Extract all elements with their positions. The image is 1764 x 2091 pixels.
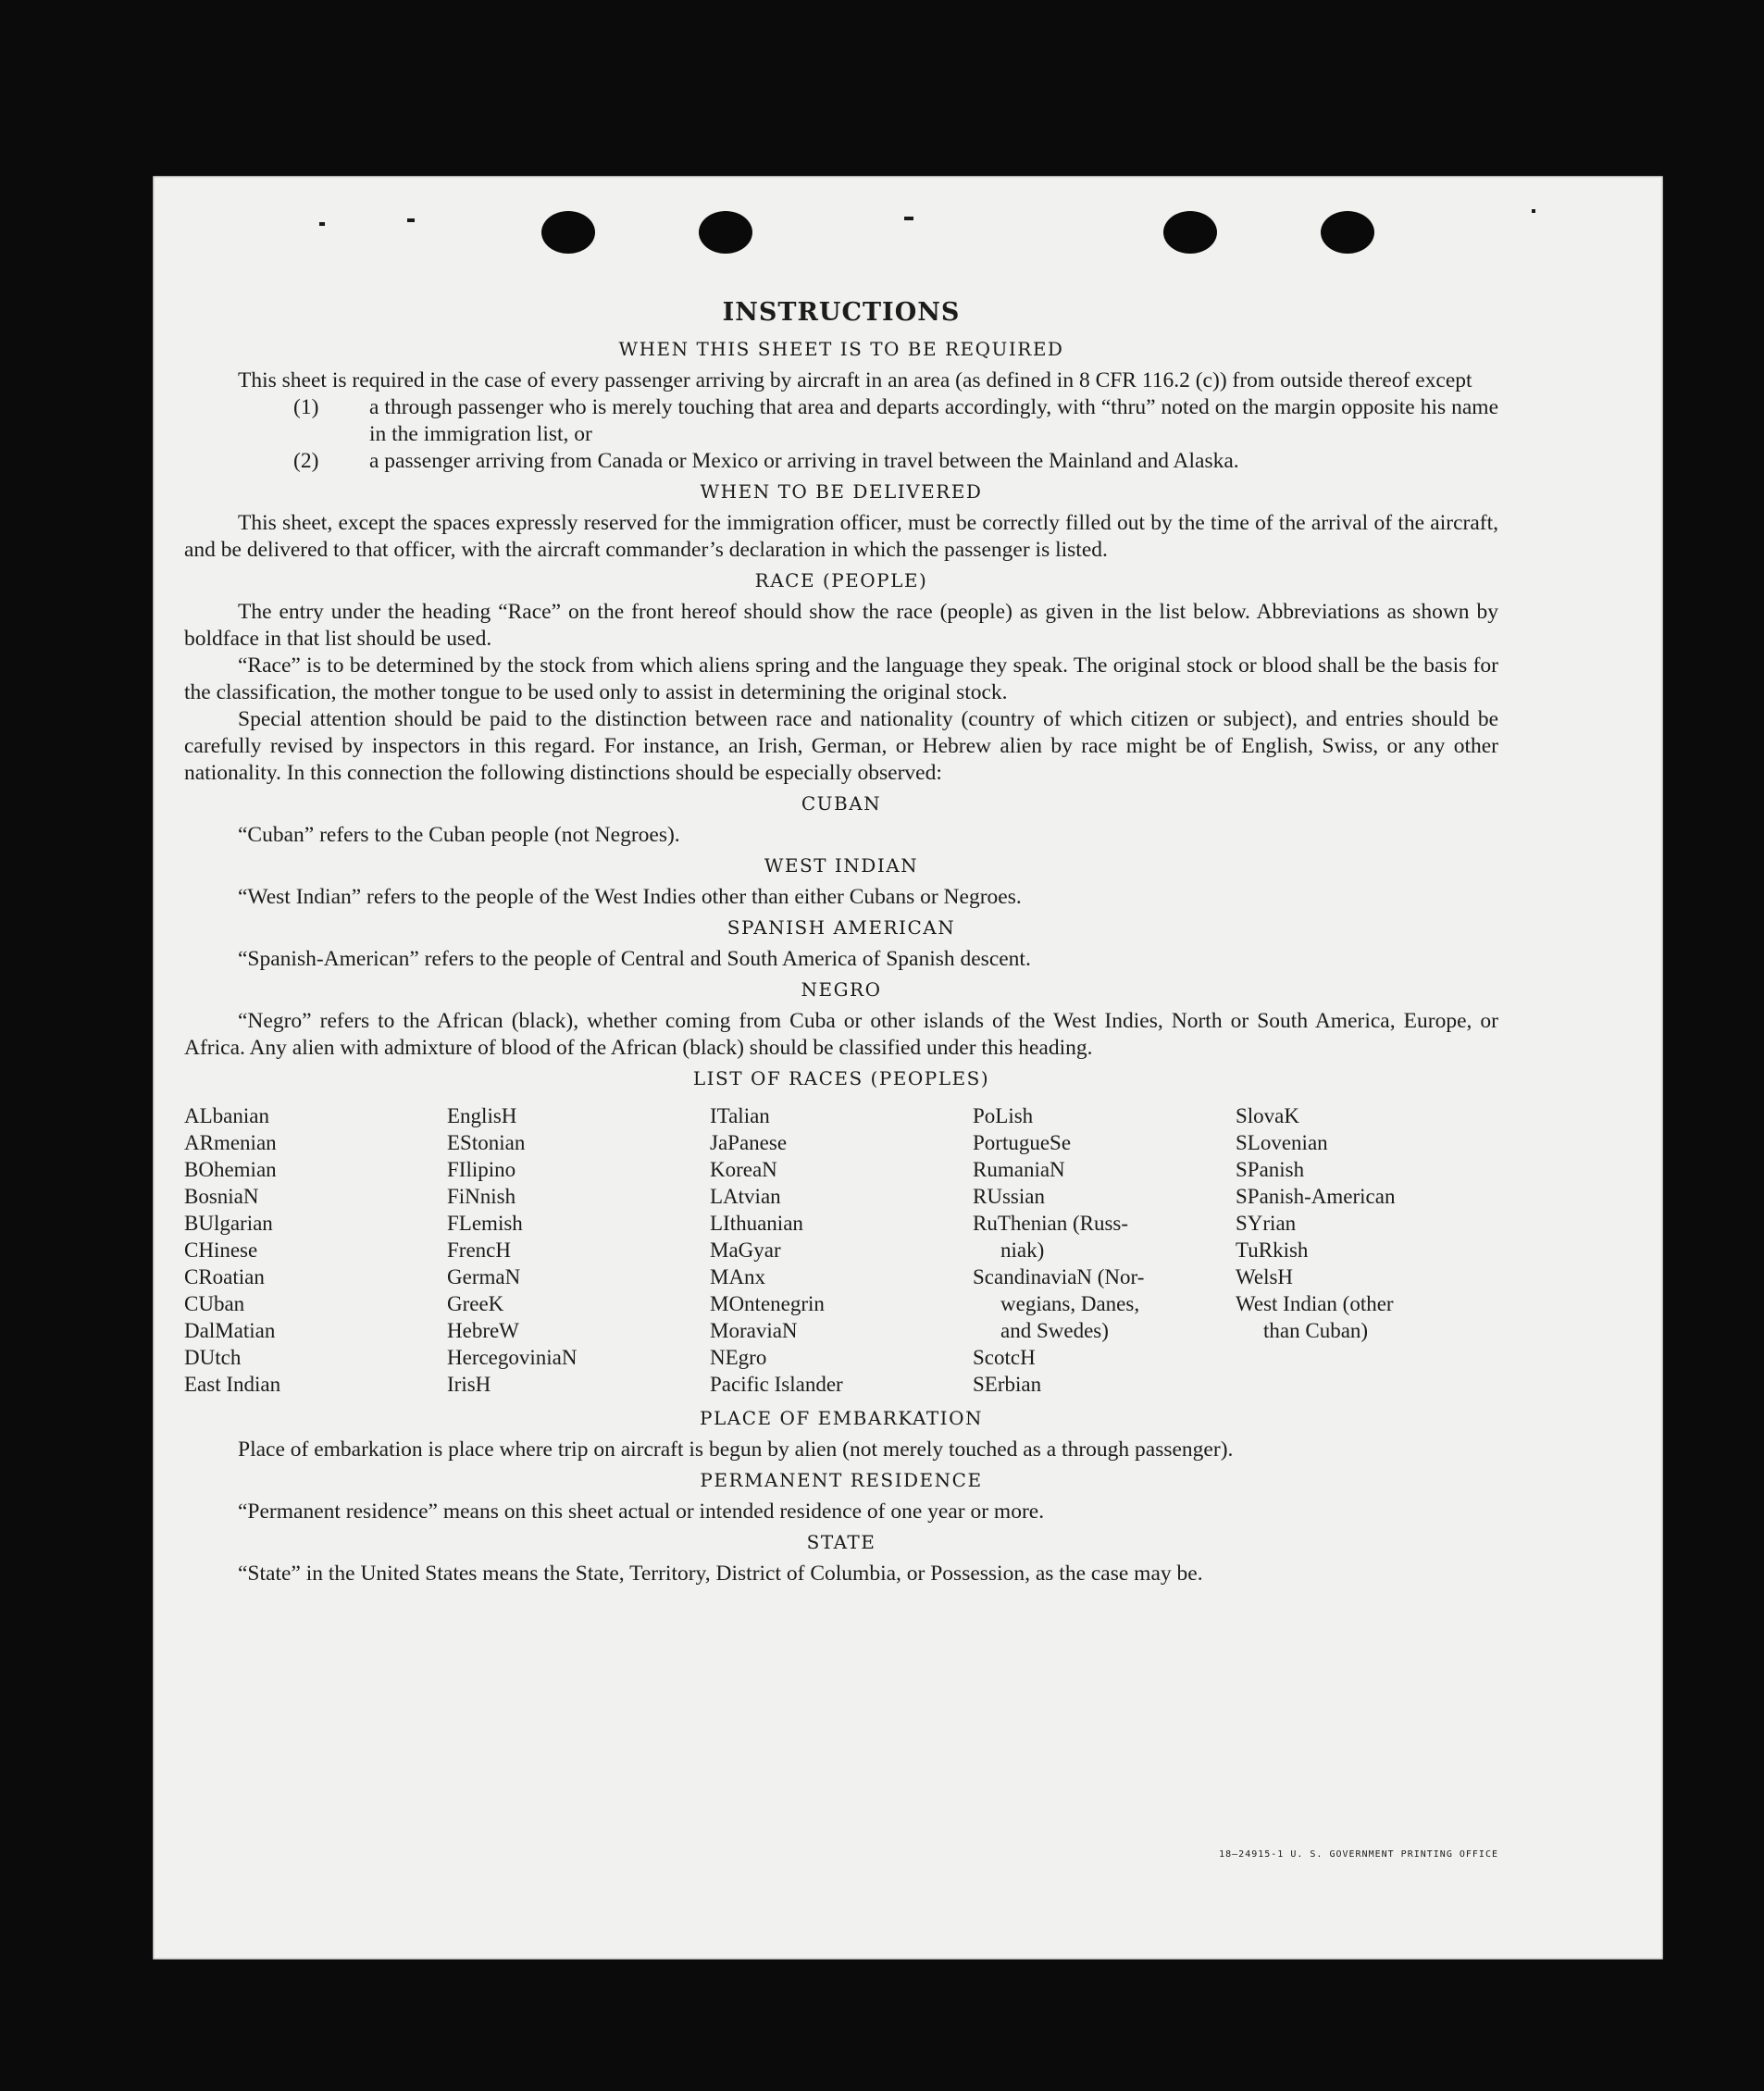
- race-item: SErbian: [973, 1373, 1042, 1396]
- race-item: SPanish-American: [1236, 1185, 1396, 1208]
- speck: [904, 217, 913, 220]
- race-item: ScotcH: [973, 1346, 1036, 1369]
- race-item: RumaniaN: [973, 1158, 1065, 1181]
- punch-hole: [699, 211, 752, 254]
- race-item: IrisH: [447, 1373, 491, 1396]
- heading-when-required: WHEN THIS SHEET IS TO BE REQUIRED: [618, 338, 1064, 360]
- race-item: RuThenian (Russ-: [973, 1212, 1129, 1235]
- race-item: FIlipino: [447, 1158, 516, 1181]
- race-item: WelsH: [1236, 1265, 1294, 1288]
- race-item: ARmenian: [184, 1131, 277, 1154]
- race-item: CHinese: [184, 1238, 258, 1262]
- spanish-american-text: “Spanish-American” refers to the people of Central and South America of Spanish descent.: [238, 947, 1031, 971]
- punch-hole: [1163, 211, 1217, 254]
- heading-negro: NEGRO: [801, 978, 882, 1001]
- race-item: SlovaK: [1236, 1104, 1299, 1127]
- speck: [319, 222, 325, 226]
- race-item: NEgro: [710, 1346, 767, 1369]
- race-item: PortugueSe: [973, 1131, 1072, 1154]
- race-item: PoLish: [973, 1104, 1034, 1127]
- race-item: RUssian: [973, 1185, 1045, 1208]
- race-item: BUlgarian: [184, 1212, 273, 1235]
- race-list: [184, 1102, 1498, 1398]
- race-column: [710, 1102, 973, 1398]
- punch-hole: [1321, 211, 1374, 254]
- race-item: MAnx: [710, 1265, 766, 1288]
- exception-list: [184, 394, 1498, 475]
- race-item: West Indian (other: [1236, 1292, 1394, 1315]
- race-item: MaGyar: [710, 1238, 781, 1262]
- race-item: FrencH: [447, 1238, 511, 1262]
- exception-item: (2) a passenger arriving from Canada or Mexico or arriving in travel between the Mainland and Alaska.: [293, 449, 1239, 473]
- race-item: SLovenian: [1236, 1131, 1328, 1154]
- when-delivered-text: This sheet, except the spaces expressly reserved for the immigration officer, must be correctly filled out by the time of the arrival of the aircraft, and be delivered to that officer, with the aircraft commander’s declaration in which the passenger is listed.: [184, 511, 1498, 562]
- race-paragraph: “Race” is to be determined by the stock from which aliens spring and the language they speak. The original stock or blood shall be the basis for the classification, the mother tongue to be used only to assist in determining the original stock.: [184, 653, 1498, 704]
- race-item: CUban: [184, 1292, 245, 1315]
- race-item: DalMatian: [184, 1319, 276, 1342]
- heading-west-indian: WEST INDIAN: [764, 854, 919, 877]
- speck: [1532, 209, 1535, 213]
- race-item: FLemish: [447, 1212, 523, 1235]
- race-item: Pacific Islander: [710, 1373, 843, 1396]
- race-item: SPanish: [1236, 1158, 1305, 1181]
- heading-cuban: CUBAN: [801, 792, 882, 815]
- negro-text: “Negro” refers to the African (black), whether coming from Cuba or other islands of the West Indies, North or South America, Europe, or Africa. Any alien with admixture of blood of the African (black) should be classified under this heading.: [184, 1009, 1498, 1060]
- heading-list-of-races: LIST OF RACES (PEOPLES): [692, 1067, 990, 1089]
- race-column: [1236, 1102, 1498, 1398]
- race-column: [973, 1102, 1236, 1398]
- race-item: ScandinaviaN (Nor-: [973, 1265, 1145, 1288]
- heading-embarkation: PLACE OF EMBARKATION: [700, 1407, 983, 1429]
- punch-hole: [541, 211, 595, 254]
- race-item: TuRkish: [1236, 1238, 1309, 1262]
- race-column: [184, 1102, 447, 1398]
- race-item: niak): [1000, 1238, 1045, 1262]
- race-item: LAtvian: [710, 1185, 781, 1208]
- race-item: CRoatian: [184, 1265, 265, 1288]
- race-item: HebreW: [447, 1319, 519, 1342]
- cuban-text: “Cuban” refers to the Cuban people (not Negroes).: [238, 823, 680, 847]
- heading-spanish-american: SPANISH AMERICAN: [727, 916, 956, 939]
- residence-text: “Permanent residence” means on this sheet actual or intended residence of one year or more.: [238, 1500, 1045, 1524]
- race-item: GermaN: [447, 1265, 521, 1288]
- race-item: FiNnish: [447, 1185, 516, 1208]
- race-item: BOhemian: [184, 1158, 277, 1181]
- race-item: SYrian: [1236, 1212, 1297, 1235]
- instructions-content: [184, 298, 1498, 1587]
- race-item: East Indian: [184, 1373, 281, 1396]
- race-item: LIthuanian: [710, 1212, 803, 1235]
- race-paragraph: Special attention should be paid to the distinction between race and nationality (country of which citizen or subject), and entries should be carefully revised by inspectors in this regard. For instance, an Irish, German, or Hebrew alien by race might be of English, Swiss, or any other nationality. In this connection the following distinctions should be especially observed:: [184, 707, 1498, 785]
- exception-item: (1) a through passenger who is merely touching that area and departs accordingly, with “thru” noted on the margin opposite his name in the immigration list, or: [293, 395, 1498, 446]
- west-indian-text: “West Indian” refers to the people of the West Indies other than either Cubans or Negroes.: [238, 885, 1022, 909]
- heading-when-delivered: WHEN TO BE DELIVERED: [700, 480, 983, 503]
- race-column: [447, 1102, 710, 1398]
- heading-race: RACE (PEOPLE): [754, 569, 928, 591]
- page-title: INSTRUCTIONS: [722, 298, 961, 327]
- race-item: EnglisH: [447, 1104, 517, 1127]
- race-item: ITalian: [710, 1104, 770, 1127]
- heading-state: STATE: [806, 1531, 876, 1553]
- race-item: MoraviaN: [710, 1319, 798, 1342]
- race-item: HercegoviniaN: [447, 1346, 578, 1369]
- race-item: GreeK: [447, 1292, 504, 1315]
- document-sheet: [153, 176, 1663, 1960]
- race-item: and Swedes): [1000, 1319, 1109, 1342]
- race-item: DUtch: [184, 1346, 242, 1369]
- printing-office-code: 18—24915-1 U. S. GOVERNMENT PRINTING OFFICE: [1219, 1849, 1498, 1860]
- race-item: EStonian: [447, 1131, 526, 1154]
- embarkation-text: Place of embarkation is place where trip on aircraft is begun by alien (not merely touched as a through passenger).: [238, 1438, 1234, 1462]
- race-item: MOntenegrin: [710, 1292, 825, 1315]
- state-text: “State” in the United States means the State, Territory, District of Columbia, or Possession, as the case may be.: [238, 1562, 1203, 1586]
- heading-permanent-residence: PERMANENT RESIDENCE: [700, 1469, 983, 1491]
- when-required-intro: This sheet is required in the case of every passenger arriving by aircraft in an area (as defined in 8 CFR 116.2 (c)) from outside thereof except: [238, 368, 1472, 392]
- race-item: KoreaN: [710, 1158, 777, 1181]
- race-item: wegians, Danes,: [1000, 1292, 1140, 1315]
- race-paragraph: The entry under the heading “Race” on the front hereof should show the race (people) as given in the list below. Abbreviations as shown by boldface in that list should be used.: [184, 600, 1498, 651]
- speck: [407, 218, 415, 222]
- race-item: JaPanese: [710, 1131, 788, 1154]
- race-item: ALbanian: [184, 1104, 269, 1127]
- race-item: BosniaN: [184, 1185, 259, 1208]
- race-item: than Cuban): [1263, 1319, 1369, 1342]
